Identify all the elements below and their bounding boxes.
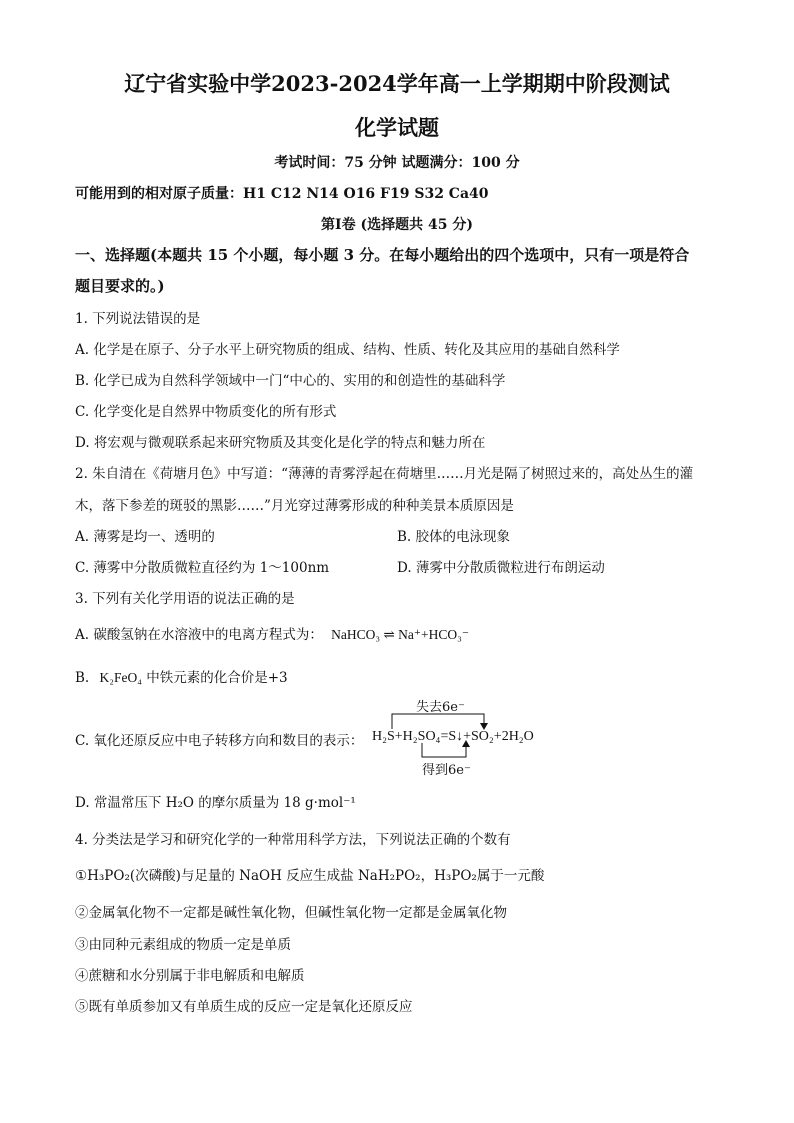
q3-option-b [75,666,288,686]
q2-stem-line-1: 2. 朱自清在《荷塘月色》中写道：“薄薄的青雾浮起在荷塘里……月光是隔了树照过来的，高处丛生的灌 [75,466,694,482]
exam-title: 辽宁省实验中学2023-2024学年高一上学期期中阶段测试 [124,71,670,96]
q4-item-2: ②金属氧化物不一定都是碱性氧化物，但碱性氧化物一定都是金属氧化物 [75,905,507,921]
q2-option-a: A. 薄雾是均一、透明的 [75,529,215,545]
q3-option-a-text: A. 碳酸氢钠在水溶液中的电离方程式为： [75,627,323,643]
instructions-line-1: 一、选择题(本题共 15 个小题，每小题 3 分。在每小题给出的四个选项中，只有一项是符合 [75,246,690,264]
q3-stem: 3. 下列有关化学用语的说法正确的是 [75,591,295,607]
q1-option-a: A. 化学是在原子、分子水平上研究物质的组成、结构、性质、转化及其应用的基础自然科学 [75,342,620,358]
q3-option-b-prefix: B. [75,670,90,686]
subject-title: 化学试题 [355,115,439,140]
q3-option-a-equation: NaHCO₃ ⇌ Na⁺+HCO₃⁻ [331,627,469,642]
instructions-line-2: 题目要求的。) [75,277,165,295]
electron-gained-label: 得到6e⁻ [422,763,471,778]
q2-option-d: D. 薄雾中分散质微粒进行布朗运动 [397,560,605,576]
q4-item-4: ④蔗糖和水分别属于非电解质和电解质 [75,968,305,984]
q2-stem-line-2: 木，落下参差的斑驳的黑影……”月光穿过薄雾形成的种种美景本质原因是 [75,498,514,514]
q3-option-c-text: C. 氧化还原反应中电子转移方向和数目的表示： [75,733,364,749]
q3-option-b-formula: K₂FeO₄ [99,670,142,685]
q2-option-b: B. 胶体的电泳现象 [397,529,511,545]
q3-option-b-text: 中铁元素的化合价是+3 [146,670,288,686]
atomic-mass-line: 可能用到的相对原子质量：H1 C12 N14 O16 F19 S32 Ca40 [75,186,489,202]
q3-option-a [75,623,469,643]
q3-option-d: D. 常温常压下 H₂O 的摩尔质量为 18 g·mol⁻¹ [75,795,356,811]
q4-item-3: ③由同种元素组成的物质一定是单质 [75,937,291,953]
q4-item-1: ①H₃PO₂(次磷酸)与足量的 NaOH 反应生成盐 NaH₂PO₂，H₃PO₂属于一元酸 [75,868,545,884]
section-heading: 第Ⅰ卷 (选择题共 45 分) [321,217,473,233]
q4-item-5: ⑤既有单质参加又有单质生成的反应一定是氧化还原反应 [75,999,413,1015]
electron-transfer-diagram [372,695,562,777]
q1-stem: 1. 下列说法错误的是 [75,311,201,327]
q4-stem: 4. 分类法是学习和研究化学的一种常用科学方法，下列说法正确的个数有 [75,832,511,848]
redox-equation: H₂S+H₂SO₄=S↓+SO₂+2H₂O [372,729,534,744]
q2-option-c: C. 薄雾中分散质微粒直径约为 1～100nm [75,560,330,576]
exam-info: 考试时间：75 分钟 试题满分：100 分 [274,155,520,171]
electron-lost-label: 失去6e⁻ [416,700,465,715]
q1-option-d: D. 将宏观与微观联系起来研究物质及其变化是化学的特点和魅力所在 [75,435,486,451]
q1-option-b: B. 化学已成为自然科学领域中一门“中心的、实用的和创造性的基础科学 [75,373,506,389]
q1-option-c: C. 化学变化是自然界中物质变化的所有形式 [75,404,337,420]
